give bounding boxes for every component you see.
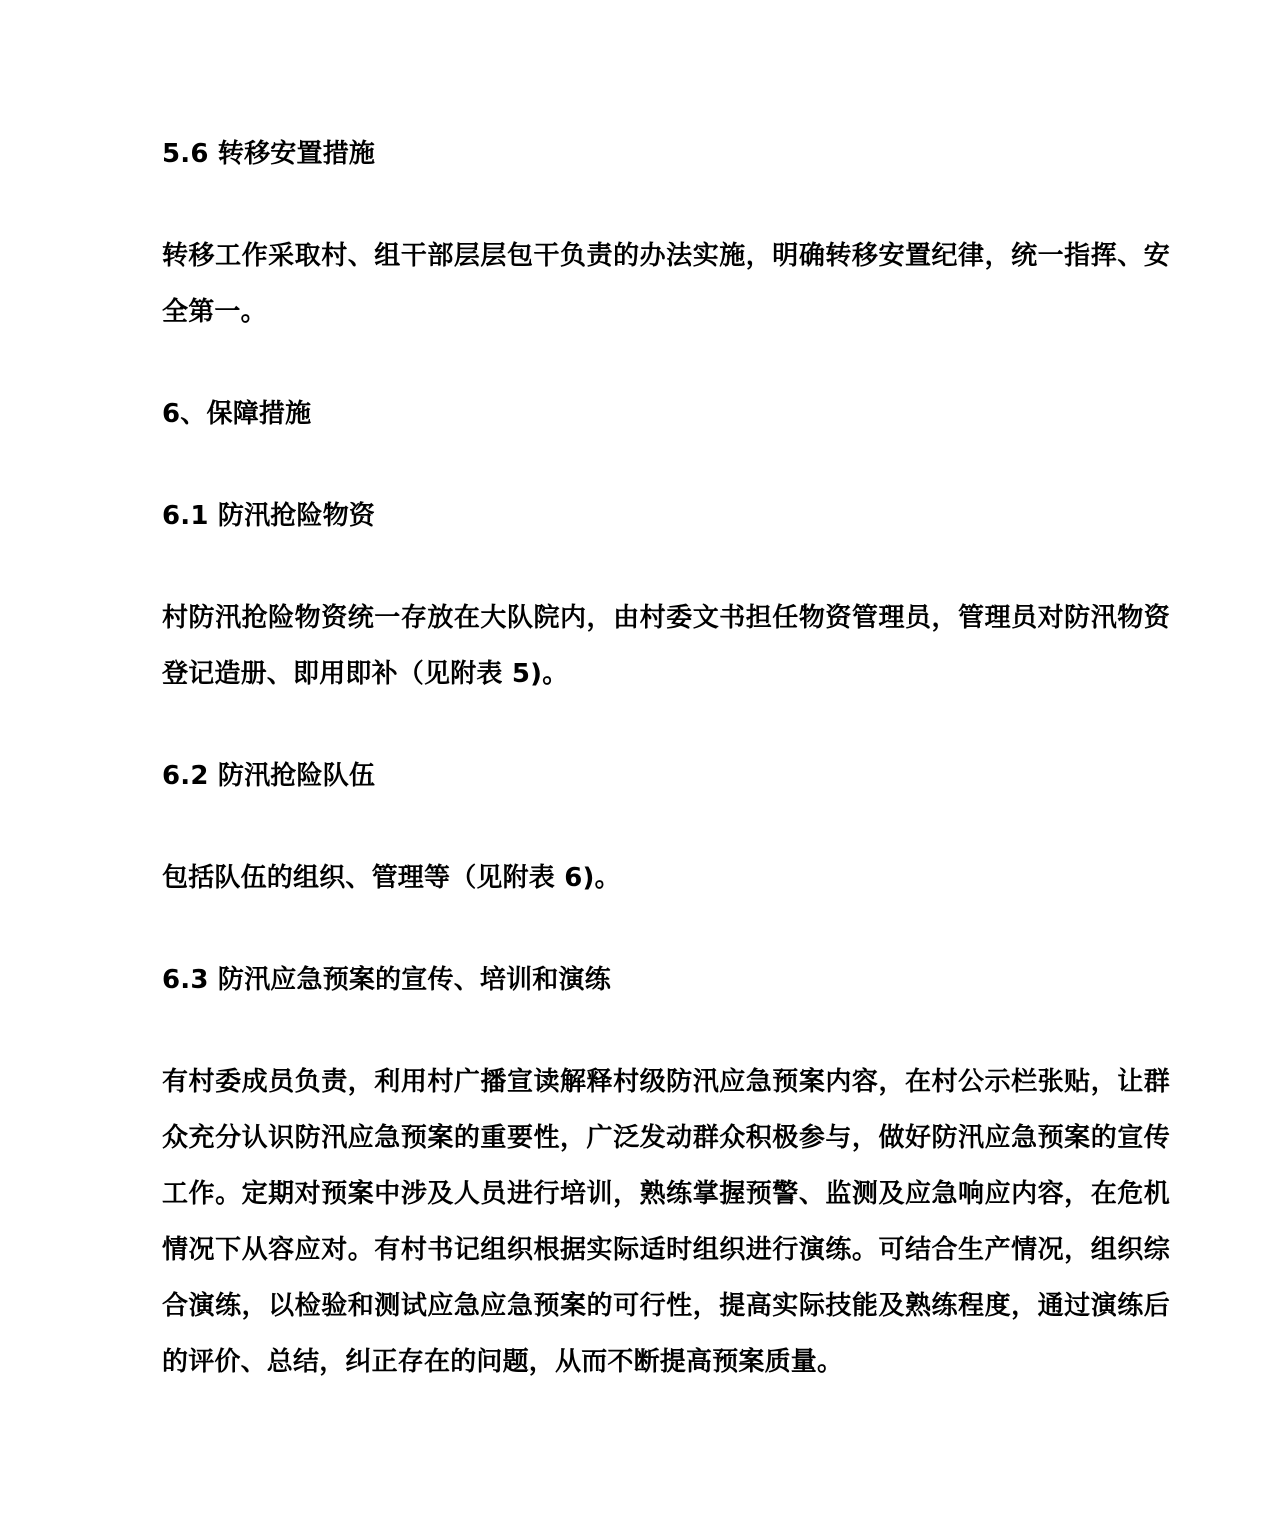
section-5-6-heading: 5.6 转移安置措施 [162, 139, 376, 169]
section-6-1-body: 村防汛抢险物资统一存放在大队院内，由村委文书担任物资管理员，管理员对防汛物资登记造册、即用即补（见附表 5)。 [162, 603, 1170, 689]
section-6-3-body: 有村委成员负责，利用村广播宣读解释村级防汛应急预案内容，在村公示栏张贴，让群众充分认识防汛应急预案的重要性，广泛发动群众积极参与，做好防汛应急预案的宣传工作。定期对预案中涉及人员进行培训，熟练掌握预警、监测及应急响应内容，在危机情况下从容应对。有村书记组织根据实际适时组织进行演练。可结合生产情况，组织综合演练，以检验和测试应急应急预案的可行性，提高实际技能及熟练程度，通过演练后的评价、总结，纠正存在的问题，从而不断提高预案质量。 [162, 1067, 1170, 1377]
section-5-6-body: 转移工作采取村、组干部层层包干负责的办法实施，明确转移安置纪律，统一指挥、安全第一。 [162, 241, 1170, 327]
section-6-heading: 6、保障措施 [162, 399, 312, 429]
section-6-2-heading: 6.2 防汛抢险队伍 [162, 761, 376, 791]
section-6-2-body: 包括队伍的组织、管理等（见附表 6)。 [162, 863, 621, 893]
document-page [162, 126, 1170, 1436]
section-6-3-heading: 6.3 防汛应急预案的宣传、培训和演练 [162, 965, 611, 995]
section-6-1-heading: 6.1 防汛抢险物资 [162, 501, 376, 531]
